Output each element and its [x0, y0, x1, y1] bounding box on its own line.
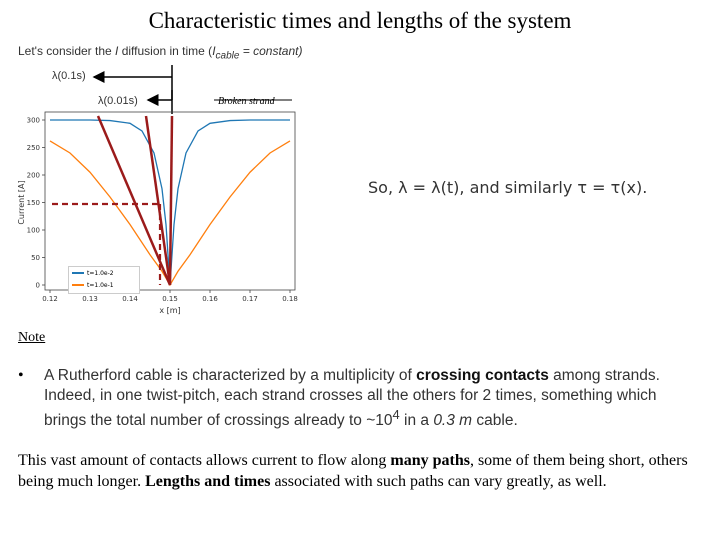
y-tick-label: 100 — [26, 226, 40, 235]
y-tick-label: 50 — [31, 254, 40, 262]
equation-text: So, λ = λ(t), and similarly τ = τ(x). — [368, 178, 648, 197]
x-tick-label: 0.12 — [42, 295, 58, 303]
x-tick-label: 0.16 — [202, 295, 218, 303]
intro-text: Let's consider the I diffusion in time ($I_{cable}$ = constant) — [18, 44, 303, 62]
lambda-label-0-01s: λ(0.01s) — [98, 95, 138, 107]
legend-entry-1: t=1.0e-2 — [69, 267, 139, 279]
note-heading: Note — [18, 330, 46, 345]
legend-entry-2: t=1.0e-1 — [69, 279, 139, 291]
y-tick-label: 0 — [35, 281, 40, 290]
broken-strand-label: Broken strand — [218, 96, 275, 107]
bullet-text: A Rutherford cable is characterized by a multiplicity of crossing contacts among strands. Indeed, in one twist-pitch, each strand crosses all the others for 2 times, something which brings the total number of crossings already to $\sim 10^4$ in a 0.3 m cable. — [44, 367, 660, 430]
y-tick-label: 300 — [26, 116, 40, 125]
x-tick-label: 0.17 — [242, 295, 258, 303]
y-tick-label: 200 — [26, 171, 40, 180]
x-axis-label: x [m] — [159, 306, 181, 315]
paragraph-text: This vast amount of contacts allows current to flow along many paths, some of them being short, others being much longer. Lengths and times associated with such paths can vary greatly, as well. — [18, 452, 688, 490]
lambda-label-0-1s: λ(0.1s) — [52, 70, 86, 82]
x-tick-label: 0.14 — [122, 295, 138, 303]
x-tick-label: 0.18 — [282, 295, 298, 303]
bullet-icon: • — [18, 367, 24, 384]
chart-legend — [68, 266, 140, 294]
page-title: Characteristic times and lengths of the system — [148, 8, 572, 33]
y-axis-label: Current [A] — [17, 180, 26, 225]
y-tick-label: 150 — [26, 199, 40, 207]
x-tick-label: 0.15 — [162, 295, 178, 303]
y-tick-label: 250 — [26, 144, 40, 152]
chart-axes — [17, 112, 298, 315]
x-tick-label: 0.13 — [82, 295, 98, 303]
